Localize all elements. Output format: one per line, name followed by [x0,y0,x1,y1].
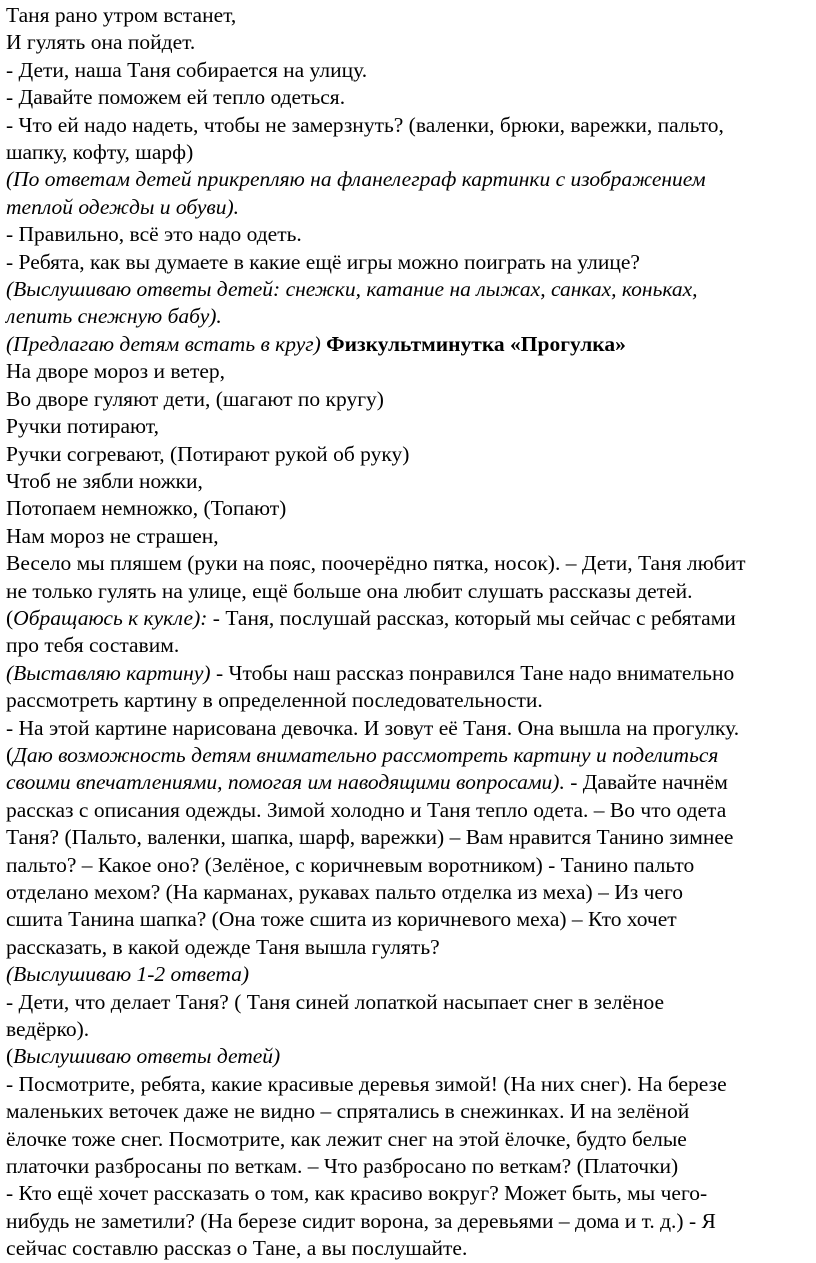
text-line [6,331,810,358]
text-line [6,1071,810,1098]
text-segment: Ручки согревают, (Потирают рукой об руку) [6,441,410,466]
text-line [6,578,810,605]
text-segment: Во дворе гуляют дети, (шагают по кругу) [6,386,384,411]
text-segment: - Что ей надо надеть, чтобы не замерзнуть? (валенки, брюки, варежки, пальто, [6,112,724,137]
text-line [6,386,810,413]
text-line [6,824,810,851]
text-line [6,852,810,879]
text-line [6,1043,810,1070]
text-segment: Таня? (Пальто, валенки, шапка, шарф, варежки) – Вам нравится Танино зимнее [6,825,734,850]
text-segment: не только гулять на улице, ещё больше она любит слушать рассказы детей. [6,578,693,603]
text-line [6,441,810,468]
text-segment: Ручки потирают, [6,414,159,439]
italic-text: теплой одежды и обуви). [6,194,240,219]
text-segment: ( [6,605,14,630]
text-line [6,906,810,933]
text-segment: На дворе мороз и ветер, [6,359,226,384]
text-line [6,523,810,550]
text-line [6,139,810,166]
text-segment: отделано мехом? (На карманах, рукавах пальто отделка из меха) – Из чего [6,880,683,904]
text-segment: - Кто ещё хочет рассказать о том, как красиво вокруг? Может быть, мы чего- [6,1181,708,1206]
text-segment: - Давайте начнём [564,770,728,795]
text-segment: Весело мы пляшем (руки на пояс, поочерёдно пятка, носок). – Дети, Таня любит [6,551,746,576]
text-segment: пальто? – Какое оно? (Зелёное, с коричневым воротником) - Танино пальто [6,852,695,877]
text-segment: - Ребята, как вы думаете в какие ещё игры можно поиграть на улице? [6,249,640,274]
text-line [6,797,810,824]
text-line [6,57,810,84]
text-line [6,1016,810,1043]
text-segment: ( [6,742,14,767]
text-line [6,989,810,1016]
text-line [6,1126,810,1153]
text-line [6,742,810,769]
text-segment: Нам мороз не страшен, [6,523,219,548]
italic-text: (Выслушиваю 1-2 ответа) [6,962,250,987]
text-line [6,194,810,221]
bold-heading: Физкультминутка «Прогулка» [326,331,626,356]
text-segment: - Посмотрите, ребята, какие красивые деревья зимой! (На них снег). На березе [6,1071,727,1096]
italic-text: Обращаюсь к кукле): [13,605,208,630]
text-segment: рассказать, в какой одежде Таня вышла гулять? [6,934,440,959]
text-line [6,934,810,961]
text-line [6,879,810,906]
text-segment: ведёрко). [6,1017,90,1042]
text-line [6,29,810,56]
text-line [6,769,810,796]
text-segment: сейчас составлю рассказ о Тане, а вы послушайте. [6,1236,468,1261]
italic-text: (Выставляю картину) [6,660,211,685]
text-segment: ( [6,1044,14,1069]
text-line [6,249,810,276]
text-segment: И гулять она пойдет. [6,30,196,55]
text-line [6,1153,810,1180]
text-segment: - Правильно, всё это надо одеть. [6,222,302,247]
text-segment: - Давайте поможем ей тепло одеться. [6,85,346,110]
italic-text: Даю возможность детям внимательно рассмотреть картину и поделиться [13,742,719,767]
italic-text: своими впечатлениями, помогая им наводящими вопросами). [6,770,565,795]
text-line [6,468,810,495]
text-line [6,632,810,659]
text-line [6,221,810,248]
text-segment: нибудь не заметили? (На березе сидит ворона, за деревьями – дома и т. д.) - Я [6,1208,716,1233]
text-segment: про тебя составим. [6,633,180,658]
text-segment: Таня рано утром встанет, [6,3,237,27]
text-segment: - На этой картине нарисована девочка. И зовут её Таня. Она вышла на прогулку. [6,715,740,740]
text-line [6,1098,810,1125]
text-line [6,1208,810,1235]
text-line [6,961,810,988]
text-segment: маленьких веточек даже не видно – спрятались в снежинках. И на зелёной [6,1099,690,1124]
italic-text: (Предлагаю детям встать в круг) [6,331,327,356]
text-segment: Чтоб не зябли ножки, [6,468,203,493]
text-segment: платочки разбросаны по веткам. – Что разбросано по веткам? (Платочки) [6,1154,679,1179]
text-line [6,2,810,29]
text-line [6,358,810,385]
text-line [6,660,810,687]
text-line [6,550,810,577]
text-segment: сшита Танина шапка? (Она тоже сшита из коричневого меха) – Кто хочет [6,907,677,932]
text-line [6,112,810,139]
text-segment: Потопаем немножко, (Топают) [6,496,287,521]
text-segment: ёлочке тоже снег. Посмотрите, как лежит снег на этой ёлочке, будто белые [6,1126,687,1151]
italic-text: (Выслушиваю ответы детей: снежки, катание на лыжах, санках, коньках, [6,277,698,302]
text-line [6,715,810,742]
italic-text: (По ответам детей прикрепляю на фланелеграф картинки с изображением [6,167,706,192]
text-segment: - Чтобы наш рассказ понравился Тане надо внимательно [210,660,735,685]
text-line [6,413,810,440]
text-line [6,84,810,111]
italic-text: Выслушиваю ответы детей) [13,1044,281,1069]
text-line [6,605,810,632]
text-segment: - Таня, послушай рассказ, который мы сейчас с ребятами [207,605,736,630]
text-segment: рассказ с описания одежды. Зимой холодно и Таня тепло одета. – Во что одета [6,797,727,822]
text-segment: рассмотреть картину в определенной последовательности. [6,688,543,713]
text-segment: шапку, кофту, шарф) [6,140,194,165]
text-line [6,276,810,303]
text-line [6,1180,810,1207]
text-segment: - Дети, наша Таня собирается на улицу. [6,57,368,82]
text-segment: - Дети, что делает Таня? ( Таня синей лопаткой насыпает снег в зелёное [6,989,665,1014]
text-line [6,303,810,330]
text-line [6,495,810,522]
italic-text: лепить снежную бабу). [6,304,222,329]
text-line [6,1235,810,1262]
text-line [6,687,810,714]
text-line [6,166,810,193]
